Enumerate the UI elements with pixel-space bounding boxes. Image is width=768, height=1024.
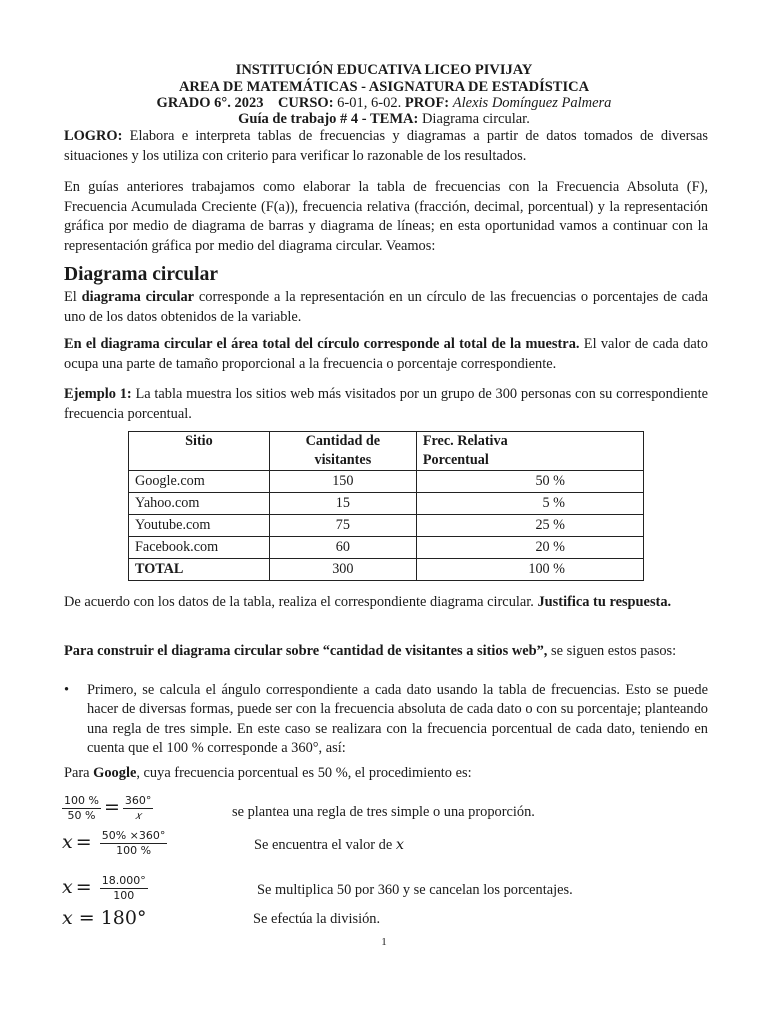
area-post: El valor de cada dato ocupa una parte de tamaño proporcional a la frecuencia o porcentaje correspondiente. [64, 336, 708, 372]
construct-bold: Para construir el diagrama circular sobre “cantidad de visitantes a sitios web”, [64, 643, 548, 659]
google-pre: Para [64, 765, 94, 781]
area-bold: En el diagrama circular el área total del círculo corresponde al total de la muestra. [64, 336, 580, 352]
fraction-denominator: 𝑥 [123, 808, 154, 823]
equation-result: 𝑥 = 180° [62, 907, 147, 929]
fraction-360-x [123, 794, 154, 823]
def-bold: diagrama circular [81, 289, 195, 305]
cell-total-label: TOTAL [129, 559, 270, 581]
curso-value: 6-01, 6-02. [337, 95, 402, 111]
note-find-x-text: Se encuentra el valor de [254, 837, 396, 853]
cell-percent: 25 % [416, 515, 643, 537]
header-frec-relativa [416, 432, 643, 471]
table-row [129, 515, 644, 537]
equals-sign: = [103, 796, 120, 818]
cell-site: Google.com [129, 471, 270, 493]
equals-sign: = [75, 831, 92, 853]
note-multiply: Se multiplica 50 por 360 y se cancelan los porcentajes. [257, 882, 573, 898]
header-institution: INSTITUCIÓN EDUCATIVA LICEO PIVIJAY [235, 62, 533, 78]
google-post: , cuya frecuencia porcentual es 50 %, el procedimiento es: [136, 765, 472, 781]
step-text: Primero, se calcula el ángulo correspondiente a cada dato usando la tabla de frecuencias. Esto se puede hacer de diversas formas, puede ser con la frecuencia absoluta de cada dato o con su porcentaje; planteando una regla de tres simple. En este caso se realizara con la frecuencia porcentual de cada dato, teniendo en cuenta que el 100 % corresponde a 360°, así: [87, 682, 708, 756]
fraction-denominator: 100 [100, 888, 148, 903]
def-post: corresponde a la representación en un círculo de las frecuencias o porcentajes de cada uno de los datos obtenidos de la variable. [64, 289, 708, 325]
intro-paragraph: En guías anteriores trabajamos como elaborar la tabla de frecuencias con la Frecuencia Absoluta (F), Frecuencia Acumulada Creciente (F(a)), frecuencia relativa (fracción, decimal, porcentual) y la representación gráfica por medio de diagrama de barras y diagrama de líneas; en esta oportunidad vamos a continuar con la representación gráfica por medio del diagrama circular. Veamos: [64, 179, 708, 254]
cell-site: Yahoo.com [129, 493, 270, 515]
section-title: Diagrama circular [64, 264, 218, 285]
instruction-text: De acuerdo con los datos de la tabla, realiza el correspondiente diagrama circular. [64, 594, 538, 610]
logro-paragraph [64, 127, 708, 166]
header-frec-line2: Porcentual [422, 452, 489, 468]
header-area: AREA DE MATEMÁTICAS - ASIGNATURA DE ESTADÍSTICA [178, 79, 590, 95]
fraction-18000-100 [100, 874, 148, 903]
fraction-denominator: 100 % [100, 843, 168, 858]
area-paragraph [64, 335, 708, 374]
example-label: Ejemplo 1: [64, 386, 132, 402]
frequency-table [128, 431, 644, 581]
logro-label: LOGRO: [64, 128, 123, 144]
note-division: Se efectúa la división. [253, 911, 381, 927]
fraction-numerator: 360° [124, 794, 152, 807]
cell-visitors: 15 [269, 493, 416, 515]
example-paragraph [64, 385, 708, 424]
cell-total-visitors: 300 [269, 559, 416, 581]
variable-x: 𝑥 [62, 831, 73, 853]
def-pre: El [64, 289, 82, 305]
table-row [129, 493, 644, 515]
header-cantidad: Cantidad de visitantes [269, 432, 416, 471]
fraction-numerator: 100 % [64, 794, 99, 807]
cell-site: Facebook.com [129, 537, 270, 559]
header-sitio: Sitio [129, 432, 270, 471]
cell-percent: 20 % [416, 537, 643, 559]
prof-value: Alexis Domínguez Palmera [452, 95, 612, 111]
header-grade-line [0, 95, 768, 112]
variable-x: 𝑥 [62, 876, 73, 898]
construct-paragraph [64, 642, 708, 662]
equation-solve-x [62, 829, 167, 858]
cell-total-percent: 100 % [416, 559, 643, 581]
table-row [129, 537, 644, 559]
curso-label: CURSO: [277, 95, 334, 111]
tema-value: Diagrama circular. [421, 111, 530, 127]
list-item [64, 681, 708, 758]
header-frec-line1: Frec. Relativa [422, 433, 508, 449]
fraction-numerator: 18.000° [101, 874, 146, 887]
cell-percent: 5 % [416, 493, 643, 515]
equation-multiply [62, 874, 148, 903]
bullet-icon: • [64, 682, 70, 698]
logro-text: Elabora e interpreta tablas de frecuencias y diagramas a partir de datos tomados de diversas situaciones y los utiliza con criterio para verificar lo razonable de los resultados. [64, 128, 708, 164]
instruction-paragraph [64, 593, 708, 613]
cell-visitors: 60 [269, 537, 416, 559]
table-row [129, 471, 644, 493]
equation-proportion [62, 794, 153, 823]
table-total-row [129, 559, 644, 581]
cell-percent: 50 % [416, 471, 643, 493]
example-text: La tabla muestra los sitios web más visitados por un grupo de 300 personas con su correspondiente frecuencia porcentual. [64, 386, 708, 422]
google-paragraph [64, 764, 708, 784]
page-number: 1 [381, 936, 387, 948]
note-find-x-variable: 𝑥 [395, 837, 404, 853]
fraction-50x360-100 [100, 829, 168, 858]
prof-label: PROF: [404, 95, 450, 111]
header-guia-line [0, 111, 768, 128]
steps-list [64, 681, 708, 758]
equals-sign: = [75, 876, 92, 898]
fraction-numerator: 50% ×360° [101, 829, 166, 842]
fraction-100-50 [62, 794, 101, 823]
table-header-row [129, 432, 644, 471]
google-bold: Google [93, 765, 137, 781]
cell-visitors: 150 [269, 471, 416, 493]
grado-label: GRADO 6°. 2023 [156, 95, 264, 111]
note-find-x [254, 837, 404, 854]
guia-label: Guía de trabajo # 4 - TEMA: [238, 111, 419, 127]
note-regla-tres: se plantea una regla de tres simple o una proporción. [232, 804, 535, 820]
fraction-denominator: 50 % [62, 808, 101, 823]
cell-visitors: 75 [269, 515, 416, 537]
instruction-bold: Justifica tu respuesta. [537, 594, 672, 610]
cell-site: Youtube.com [129, 515, 270, 537]
definition-paragraph [64, 288, 708, 327]
construct-post: se siguen estos pasos: [547, 643, 677, 659]
